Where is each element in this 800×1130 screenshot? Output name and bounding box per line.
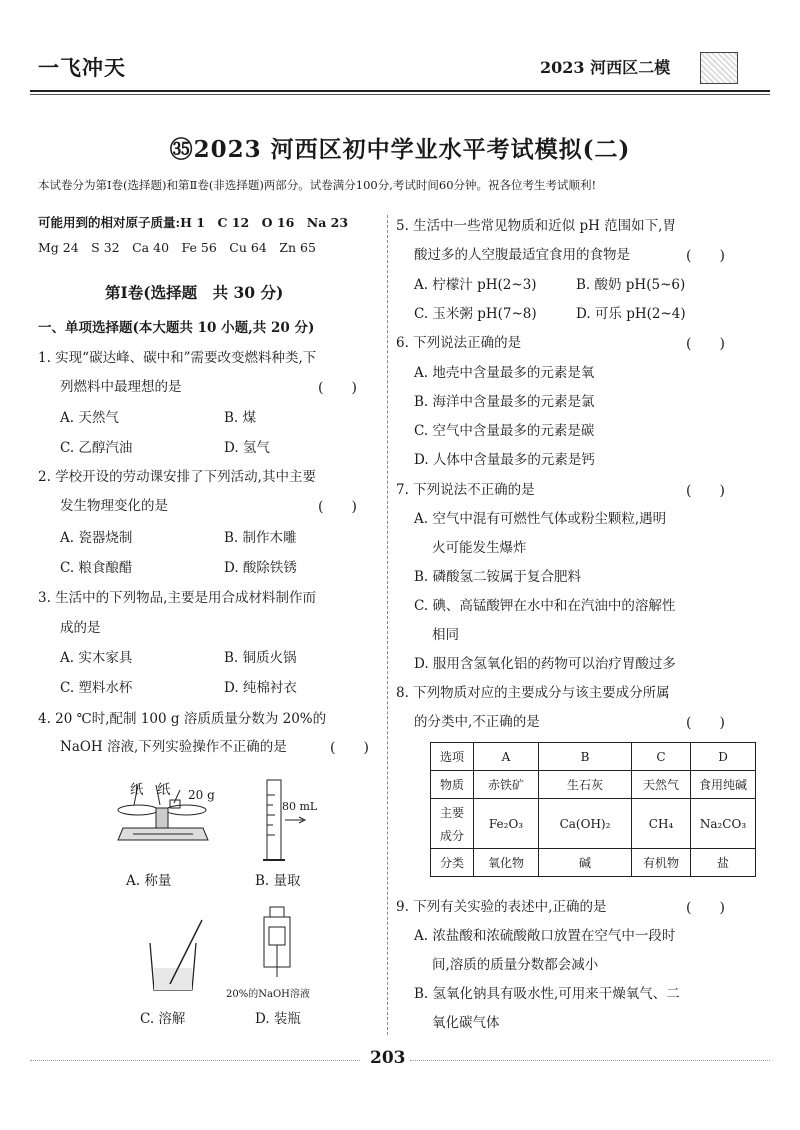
q1-option-a: A. 天然气: [60, 410, 119, 426]
q4-option-a: A. 称量: [126, 873, 172, 889]
q3-option-b: B. 铜质火锅: [224, 650, 297, 666]
q2-stem-line-1: 2. 学校开设的劳动课安排了下列活动,其中主要: [38, 469, 316, 485]
q4-figure-mass-label: 20 g: [188, 788, 215, 802]
q3-option-c: C. 塑料水杯: [60, 680, 133, 696]
q6-answer-paren: ( ): [686, 336, 725, 352]
exam-intro: 本试卷分为第Ⅰ卷(选择题)和第Ⅱ卷(非选择题)两部分。试卷满分100分,考试时间60分钟。祝各位考生考试顺利!: [38, 178, 597, 192]
q2-option-b: B. 制作木雕: [224, 530, 297, 546]
q4-figure-paper-label: 纸 纸: [130, 782, 171, 798]
q4-option-d: D. 装瓶: [255, 1011, 301, 1027]
q8-table-cell: 碱: [539, 849, 632, 877]
q8-table-cell: 天然气: [632, 771, 691, 799]
q8-table-cell: 分类: [431, 849, 474, 877]
q1-stem-line-2: 列燃料中最理想的是: [60, 379, 182, 395]
q8-table-cell: 物质: [431, 771, 474, 799]
q8-table-component-row: [431, 799, 756, 849]
q9-option-b-line-2: 氧化碳气体: [432, 1015, 500, 1031]
q8-table-cell: C: [632, 743, 691, 771]
column-divider: [387, 215, 388, 1035]
q6-option-b: B. 海洋中含量最多的元素是氯: [414, 394, 595, 410]
q3-option-a: A. 实木家具: [60, 650, 133, 666]
q5-option-d: D. 可乐 pH(2~4): [576, 306, 686, 322]
q7-option-a-line-1: A. 空气中混有可燃性气体或粉尘颗粒,遇明: [414, 511, 667, 527]
corner-mark-icon: [700, 52, 738, 84]
q9-option-a-line-1: A. 浓盐酸和浓硫酸敞口放置在空气中一段时: [414, 928, 676, 944]
graduated-cylinder-figure: [255, 775, 318, 870]
q4-figure-bottle-label: 20%的NaOH溶液: [226, 989, 310, 1000]
q8-table-cell: Ca(OH)₂: [539, 799, 632, 849]
q5-stem-line-2: 酸过多的人空腹最适宜食用的食物是: [414, 247, 630, 263]
q7-option-d: D. 服用含氢氧化铝的药物可以治疗胃酸过多: [414, 656, 676, 672]
q8-table-cell: Na₂CO₃: [691, 799, 756, 849]
footer-rule-right: [410, 1060, 770, 1061]
q2-option-a: A. 瓷器烧制: [60, 530, 133, 546]
q7-option-c-line-2: 相同: [432, 627, 459, 643]
q5-answer-paren: ( ): [686, 248, 725, 264]
q8-table: [430, 742, 756, 877]
q8-table-cell: 选项: [431, 743, 474, 771]
q4-option-b: B. 量取: [255, 873, 301, 889]
q8-table-header-row: [431, 743, 756, 771]
q2-option-d: D. 酸除铁锈: [224, 560, 297, 576]
exam-title: ㉟2023 河西区初中学业水平考试模拟(二): [169, 136, 631, 163]
atomic-mass-line-2: Mg 24 S 32 Ca 40 Fe 56 Cu 64 Zn 65: [38, 240, 316, 255]
q8-table-substance-row: [431, 771, 756, 799]
q8-table-cell: D: [691, 743, 756, 771]
q6-option-a: A. 地壳中含量最多的元素是氧: [414, 365, 595, 381]
part1-heading: 第Ⅰ卷(选择题 共 30 分): [105, 283, 284, 302]
exam-header-title: 2023 河西区二模: [540, 58, 671, 77]
q1-stem-line-1: 1. 实现“碳达峰、碳中和”需要改变燃料种类,下: [38, 350, 317, 366]
q7-option-a-line-2: 火可能发生爆炸: [432, 540, 527, 556]
q9-stem-line-1: 9. 下列有关实验的表述中,正确的是: [396, 899, 607, 915]
q9-option-a-line-2: 间,溶质的质量分数都会减小: [432, 957, 599, 973]
q8-component-label-line-1: 主要: [439, 805, 464, 820]
footer-rule-left: [30, 1060, 360, 1061]
q9-option-b-line-1: B. 氢氧化钠具有吸水性,可用来干燥氧气、二: [414, 986, 680, 1002]
q3-stem-line-2: 成的是: [60, 620, 101, 636]
q2-option-c: C. 粮食酿醋: [60, 560, 133, 576]
q8-table-cell: [431, 799, 474, 849]
q8-table-category-row: [431, 849, 756, 877]
q1-answer-paren: ( ): [318, 380, 357, 396]
q2-answer-paren: ( ): [318, 499, 357, 515]
q4-stem-line-2: NaOH 溶液,下列实验操作不正确的是: [60, 739, 287, 755]
q7-answer-paren: ( ): [686, 483, 725, 499]
brand-logo: 一飞冲天: [38, 56, 126, 80]
q1-option-d: D. 氢气: [224, 440, 270, 456]
q2-stem-line-2: 发生物理变化的是: [60, 498, 168, 514]
header-rule: [30, 90, 770, 92]
q8-table-cell: A: [474, 743, 539, 771]
q8-table-cell: 盐: [691, 849, 756, 877]
q5-option-b: B. 酸奶 pH(5~6): [576, 277, 686, 293]
atomic-mass-line-1: 可能用到的相对原子质量:H 1 C 12 O 16 Na 23: [38, 215, 349, 230]
q8-component-label-line-2: 成分: [439, 828, 464, 843]
q8-table-cell: 赤铁矿: [474, 771, 539, 799]
q8-table-cell: Fe₂O₃: [474, 799, 539, 849]
q8-table-cell: CH₄: [632, 799, 691, 849]
q3-option-d: D. 纯棉衬衣: [224, 680, 297, 696]
q9-answer-paren: ( ): [686, 900, 725, 916]
page-number: 203: [370, 1048, 406, 1068]
q5-option-a: A. 柠檬汁 pH(2~3): [414, 277, 537, 293]
q6-option-d: D. 人体中含量最多的元素是钙: [414, 452, 595, 468]
header-rule-thin: [30, 94, 770, 95]
q6-option-c: C. 空气中含量最多的元素是碳: [414, 423, 595, 439]
q5-stem-line-1: 5. 生活中一些常见物质和近似 pH 范围如下,胃: [396, 218, 676, 234]
q8-table-cell: 生石灰: [539, 771, 632, 799]
q4-stem-line-1: 4. 20 ℃时,配制 100 g 溶质质量分数为 20%的: [38, 711, 327, 727]
q8-stem-line-2: 的分类中,不正确的是: [414, 714, 540, 730]
q3-stem-line-1: 3. 生活中的下列物品,主要是用合成材料制作而: [38, 590, 316, 606]
q4-answer-paren: ( ): [330, 740, 369, 756]
beaker-stirring-figure: [140, 918, 210, 998]
q4-figure-volume-label: 80 mL: [282, 800, 318, 813]
q4-option-c: C. 溶解: [140, 1011, 186, 1027]
section1-heading: 一、单项选择题(本大题共 10 小题,共 20 分): [38, 320, 315, 336]
q8-table-cell: 食用纯碱: [691, 771, 756, 799]
q1-option-b: B. 煤: [224, 410, 257, 426]
q7-option-c-line-1: C. 碘、高锰酸钾在水中和在汽油中的溶解性: [414, 598, 676, 614]
q7-option-b: B. 磷酸氢二铵属于复合肥料: [414, 569, 582, 585]
q5-option-c: C. 玉米粥 pH(7~8): [414, 306, 537, 322]
q8-table-cell: B: [539, 743, 632, 771]
q8-stem-line-1: 8. 下列物质对应的主要成分与该主要成分所属: [396, 685, 670, 701]
q8-table-cell: 氧化物: [474, 849, 539, 877]
q8-answer-paren: ( ): [686, 715, 725, 731]
reagent-bottle-figure: [258, 905, 298, 980]
q8-table-cell: 有机物: [632, 849, 691, 877]
q6-stem-line-1: 6. 下列说法正确的是: [396, 335, 522, 351]
q7-stem-line-1: 7. 下列说法不正确的是: [396, 482, 535, 498]
q1-option-c: C. 乙醇汽油: [60, 440, 133, 456]
